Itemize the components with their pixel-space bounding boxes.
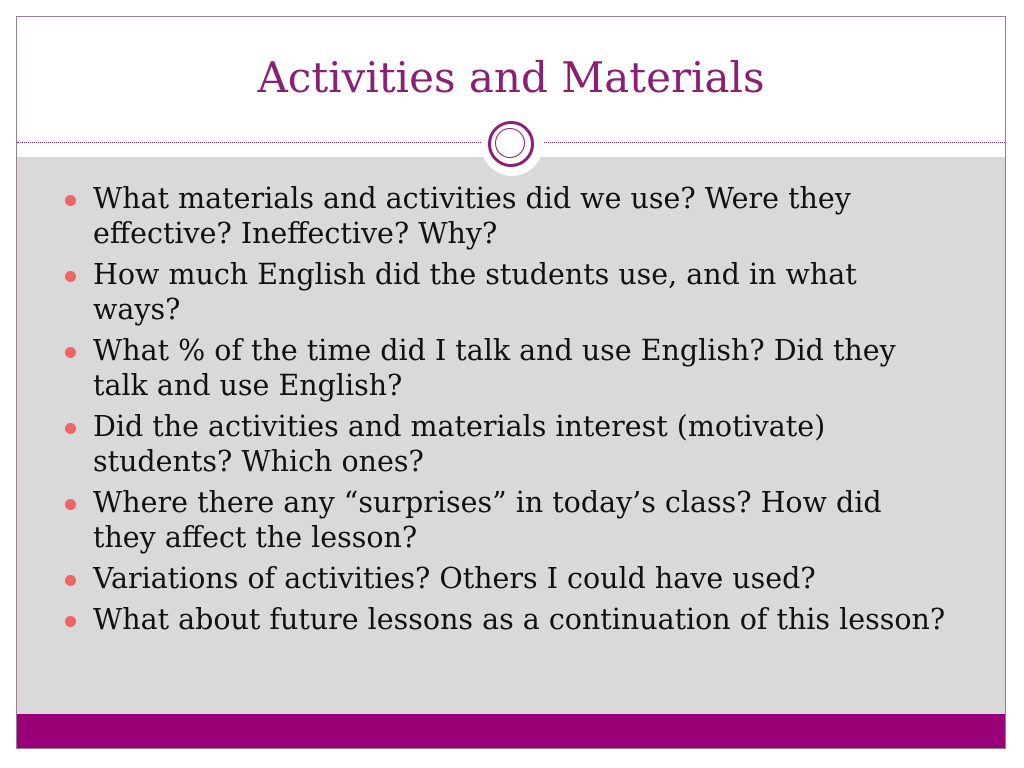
slide — [16, 16, 1006, 749]
list-item — [17, 181, 947, 251]
bullet-text: Where there any “surprises” in today’s class? How did they affect the lesson? — [93, 486, 882, 554]
footer-bar — [17, 714, 1005, 748]
bullet-text: What materials and activities did we use? Were they effective? Ineffective? Why? — [93, 182, 851, 250]
bullet-text: How much English did the students use, and in what ways? — [93, 258, 857, 326]
bullet-text: Did the activities and materials interest (motivate) students? Which ones? — [93, 410, 826, 478]
list-item — [17, 485, 947, 555]
list-item — [17, 409, 947, 479]
bullet-text: What % of the time did I talk and use English? Did they talk and use English? — [93, 334, 896, 402]
list-item — [17, 333, 947, 403]
slide-title: Activities and Materials — [257, 53, 765, 102]
list-item — [17, 602, 947, 637]
round-bullet-icon — [65, 347, 76, 358]
round-bullet-icon — [65, 423, 76, 434]
round-bullet-icon — [65, 271, 76, 282]
round-bullet-icon — [65, 499, 76, 510]
round-bullet-icon — [65, 616, 76, 627]
list-item — [17, 257, 947, 327]
round-bullet-icon — [65, 195, 76, 206]
round-bullet-icon — [65, 575, 76, 586]
bullet-list — [17, 181, 947, 643]
list-item — [17, 561, 947, 596]
bullet-text: What about future lessons as a continuation of this lesson? — [93, 603, 946, 636]
bullet-text: Variations of activities? Others I could have used? — [93, 562, 816, 595]
inner-circle-icon — [495, 128, 525, 158]
